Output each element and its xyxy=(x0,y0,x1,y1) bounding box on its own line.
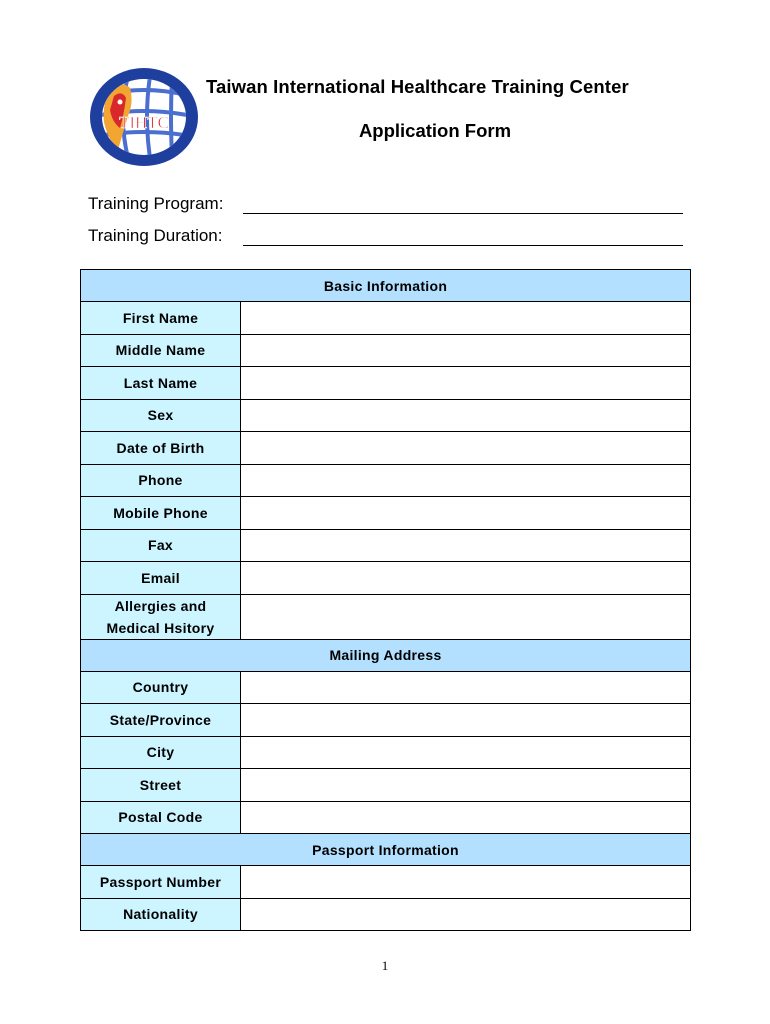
input-allergies-medical-history[interactable] xyxy=(241,594,691,639)
label-phone: Phone xyxy=(81,464,241,497)
input-last-name[interactable] xyxy=(241,367,691,400)
label-passport-number: Passport Number xyxy=(81,866,241,899)
logo-lettering: TIHTC xyxy=(118,113,170,132)
label-street: Street xyxy=(81,769,241,802)
label-postal-code: Postal Code xyxy=(81,801,241,834)
allergies-label-line-2: Medical Hsitory xyxy=(106,619,215,636)
training-program-label: Training Program: xyxy=(88,194,224,213)
input-country[interactable] xyxy=(241,671,691,704)
section-header-basic-information: Basic Information xyxy=(81,270,691,302)
label-country: Country xyxy=(81,671,241,704)
training-duration-blank[interactable] xyxy=(243,245,683,246)
org-title: Taiwan International Healthcare Training Center xyxy=(206,76,629,97)
application-table xyxy=(80,269,691,931)
page-number: 1 xyxy=(381,958,389,973)
label-allergies-medical-history xyxy=(81,594,241,639)
label-first-name: First Name xyxy=(81,302,241,335)
input-mobile-phone[interactable] xyxy=(241,497,691,530)
input-nationality[interactable] xyxy=(241,898,691,931)
tihtc-logo xyxy=(88,66,200,168)
input-fax[interactable] xyxy=(241,529,691,562)
label-fax: Fax xyxy=(81,529,241,562)
label-last-name: Last Name xyxy=(81,367,241,400)
label-city: City xyxy=(81,736,241,769)
label-nationality: Nationality xyxy=(81,898,241,931)
allergies-label-line-1: Allergies and xyxy=(114,597,207,614)
section-header-passport-information: Passport Information xyxy=(81,834,691,866)
section-header-mailing-address: Mailing Address xyxy=(81,639,691,671)
input-state-province[interactable] xyxy=(241,704,691,737)
training-duration-label: Training Duration: xyxy=(88,226,223,245)
input-passport-number[interactable] xyxy=(241,866,691,899)
input-sex[interactable] xyxy=(241,399,691,432)
training-program-blank[interactable] xyxy=(243,213,683,214)
training-program-field[interactable] xyxy=(88,194,223,214)
input-date-of-birth[interactable] xyxy=(241,432,691,465)
input-middle-name[interactable] xyxy=(241,334,691,367)
input-first-name[interactable] xyxy=(241,302,691,335)
label-state-province: State/Province xyxy=(81,704,241,737)
label-email: Email xyxy=(81,562,241,595)
input-city[interactable] xyxy=(241,736,691,769)
label-sex: Sex xyxy=(81,399,241,432)
form-title: Application Form xyxy=(358,120,512,141)
training-duration-field[interactable] xyxy=(88,226,223,246)
label-mobile-phone: Mobile Phone xyxy=(81,497,241,530)
label-date-of-birth: Date of Birth xyxy=(81,432,241,465)
input-postal-code[interactable] xyxy=(241,801,691,834)
input-street[interactable] xyxy=(241,769,691,802)
label-middle-name: Middle Name xyxy=(81,334,241,367)
input-email[interactable] xyxy=(241,562,691,595)
input-phone[interactable] xyxy=(241,464,691,497)
